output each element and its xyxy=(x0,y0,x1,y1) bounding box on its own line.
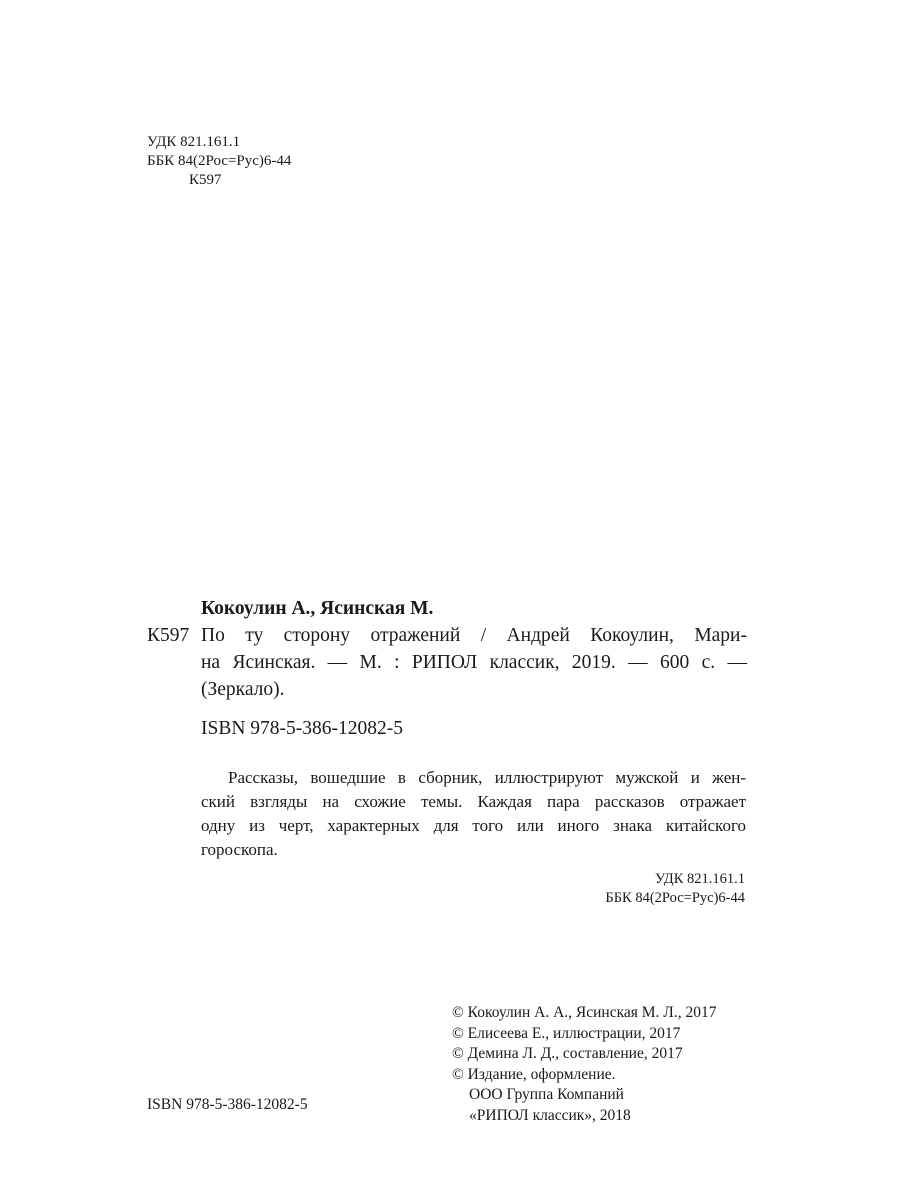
entry-description-line: на Ясинская. — М. : РИПОЛ классик, 2019. — 600 с. — xyxy=(201,652,747,673)
copyright-line: © Елисеева Е., иллюстрации, 2017 xyxy=(452,1024,681,1042)
copyright-line: © Демина Л. Д., составление, 2017 xyxy=(452,1045,683,1062)
annotation-line: ский взгляды на схожие темы. Каждая пара рассказов отражает xyxy=(201,792,746,811)
udk-code: УДК 821.161.1 xyxy=(147,134,241,150)
annotation-line: одну из черт, характерных для того или иного знака китайского xyxy=(201,816,746,835)
bbk-code: ББК 84(2Рос=Рус)6-44 xyxy=(147,153,292,169)
publisher-line: ООО Группа Компаний xyxy=(469,1086,624,1103)
entry-authors: Кокоулин А., Ясинская М. xyxy=(201,598,434,619)
catalog-entry xyxy=(147,595,747,703)
classification-bottom xyxy=(605,870,745,908)
copyright-block xyxy=(452,1003,716,1126)
annotation-line: Рассказы, вошедшие в сборник, иллюстрируют мужской и жен- xyxy=(228,768,746,787)
entry-isbn: ISBN 978-5-386-12082-5 xyxy=(201,718,404,739)
annotation-line: гороскопа. xyxy=(201,840,278,859)
entry-description-line: По ту сторону отражений / Андрей Кокоулин, Мари- xyxy=(201,625,747,646)
copyright-line: © Кокоулин А. А., Ясинская М. Л., 2017 xyxy=(452,1004,717,1021)
isbn-bottom: ISBN 978-5-386-12082-5 xyxy=(147,1096,308,1113)
publisher-line: «РИПОЛ классик», 2018 xyxy=(469,1106,631,1124)
udk-code: УДК 821.161.1 xyxy=(655,871,745,887)
annotation xyxy=(201,766,746,862)
entry-series: (Зеркало). xyxy=(201,679,285,700)
author-sign: К597 xyxy=(189,172,222,188)
classification-top xyxy=(147,133,291,190)
copyright-line: © Издание, оформление. xyxy=(452,1065,616,1083)
bbk-code: ББК 84(2Рос=Рус)6-44 xyxy=(605,890,745,906)
entry-author-sign: К597 xyxy=(147,625,190,646)
